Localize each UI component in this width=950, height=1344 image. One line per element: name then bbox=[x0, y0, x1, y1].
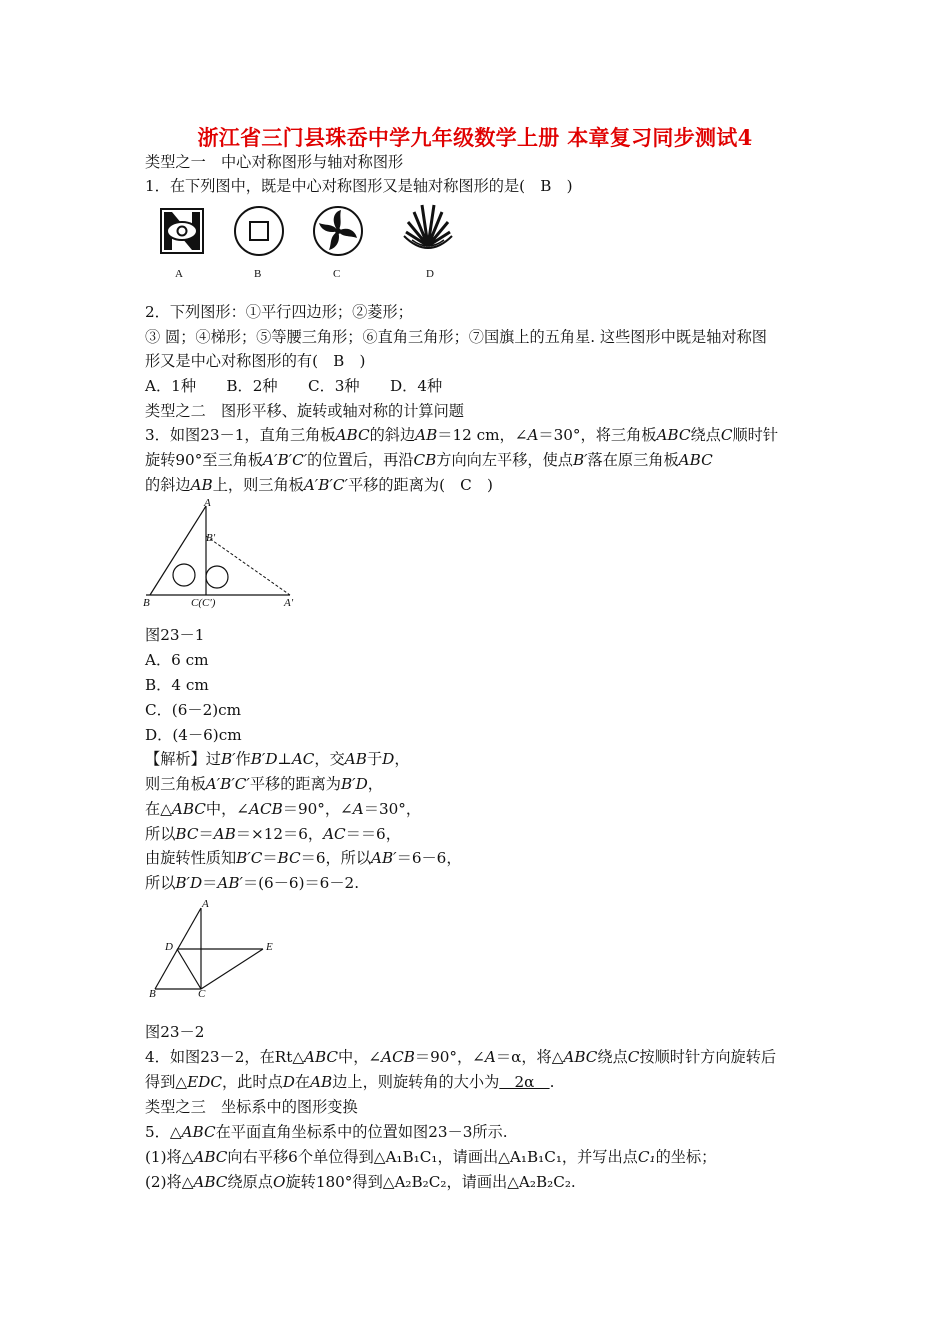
q1-figure-a bbox=[158, 204, 206, 260]
analysis-line-2: 则三角板A′B′C′平移的距离为B′D， bbox=[145, 775, 383, 793]
question-3-option-a: A．6 cm bbox=[145, 651, 209, 669]
fig1-label-c-cprime: C(C′) bbox=[191, 597, 216, 609]
analysis-line-1: 【解析】过B′作B′D⊥AC，交AB于D， bbox=[145, 750, 410, 768]
question-3-line-1: 3．如图23－1，直角三角板ABC的斜边AB＝12 cm，∠A＝30°，将三角板ABC绕点C顺时针 bbox=[145, 426, 779, 444]
q1-label-c: C bbox=[333, 268, 341, 280]
question-2-line-2: ③ 圆；④梯形；⑤等腰三角形；⑥直角三角形；⑦国旗上的五角星. 这些图形中既是轴对称图 bbox=[145, 328, 767, 346]
fig1-label-a-prime: A′ bbox=[284, 597, 294, 609]
fig1-label-a: A bbox=[204, 497, 211, 509]
fig1-label-b-prime: B′ bbox=[206, 532, 216, 544]
q1-label-b: B bbox=[254, 268, 262, 280]
q1-label-a: A bbox=[175, 268, 183, 280]
page-title: 浙江省三门县珠岙中学九年级数学上册 本章复习同步测试4 bbox=[197, 125, 753, 150]
question-3-line-3: 的斜边AB上，则三角板A′B′C′平移的距离为( C ) bbox=[145, 476, 493, 494]
question-1-stem: 1．在下列图中，既是中心对称图形又是轴对称图形的是( B ) bbox=[145, 177, 573, 195]
analysis-line-5: 由旋转性质知B′C＝BC＝6，所以AB′＝6－6， bbox=[145, 849, 462, 867]
question-5-line-1: 5．△ABC在平面直角坐标系中的位置如图23－3所示. bbox=[145, 1123, 508, 1141]
q1-label-d: D bbox=[426, 268, 434, 280]
section-heading-1: 类型之一 中心对称图形与轴对称图形 bbox=[145, 153, 404, 171]
figure-23-2-caption: 图23－2 bbox=[145, 1023, 205, 1041]
analysis-line-4: 所以BC＝AB＝×12＝6，AC＝＝6， bbox=[145, 825, 401, 843]
fig1-label-b: B bbox=[143, 597, 150, 609]
section-heading-3: 类型之三 坐标系中的图形变换 bbox=[145, 1098, 358, 1116]
analysis-line-3: 在△ABC中，∠ACB＝90°，∠A＝30°， bbox=[145, 800, 422, 818]
question-3-option-d: D．(4－6)cm bbox=[145, 726, 242, 744]
question-4-line-1: 4．如图23－2，在Rt△ABC中，∠ACB＝90°，∠A＝α，将△ABC绕点C按顺时针方向旋转后 bbox=[145, 1048, 777, 1066]
figure-23-1 bbox=[140, 498, 305, 616]
q1-figure-d bbox=[398, 202, 458, 256]
question-3-line-2: 旋转90°至三角板A′B′C′的位置后，再沿CB方向向左平移，使点B′落在原三角板ABC bbox=[145, 451, 713, 469]
question-4-line-2: 得到△EDC，此时点D在AB边上，则旋转角的大小为 2α . bbox=[145, 1073, 555, 1091]
question-2-line-1: 2．下列图形：①平行四边形；②菱形； bbox=[145, 303, 413, 321]
question-4-answer: 2α bbox=[499, 1073, 550, 1091]
fig2-label-b: B bbox=[149, 988, 156, 1000]
fig2-label-a: A bbox=[202, 898, 209, 910]
figure-23-1-caption: 图23－1 bbox=[145, 626, 205, 644]
question-2-options: A．1种 B．2种 C．3种 D．4种 bbox=[145, 377, 443, 395]
question-5-line-3: (2)将△ABC绕原点O旋转180°得到△A₂B₂C₂，请画出△A₂B₂C₂. bbox=[145, 1173, 576, 1191]
question-3-option-c: C．(6－2)cm bbox=[145, 701, 242, 719]
section-heading-2: 类型之二 图形平移、旋转或轴对称的计算问题 bbox=[145, 402, 464, 420]
question-3-option-b: B．4 cm bbox=[145, 676, 209, 694]
question-2-line-3: 形又是中心对称图形的有( B ) bbox=[145, 352, 366, 370]
question-5-line-2: (1)将△ABC向右平移6个单位得到△A₁B₁C₁，请画出△A₁B₁C₁，并写出点C₁的坐标； bbox=[145, 1148, 717, 1166]
q1-figure-c bbox=[311, 204, 365, 258]
fig2-label-e: E bbox=[266, 941, 273, 953]
analysis-line-6: 所以B′D＝AB′＝(6－6)＝6－2. bbox=[145, 874, 360, 892]
fig2-label-c: C bbox=[198, 988, 206, 1000]
q1-figure-b bbox=[232, 204, 286, 258]
fig2-label-d: D bbox=[165, 941, 173, 953]
